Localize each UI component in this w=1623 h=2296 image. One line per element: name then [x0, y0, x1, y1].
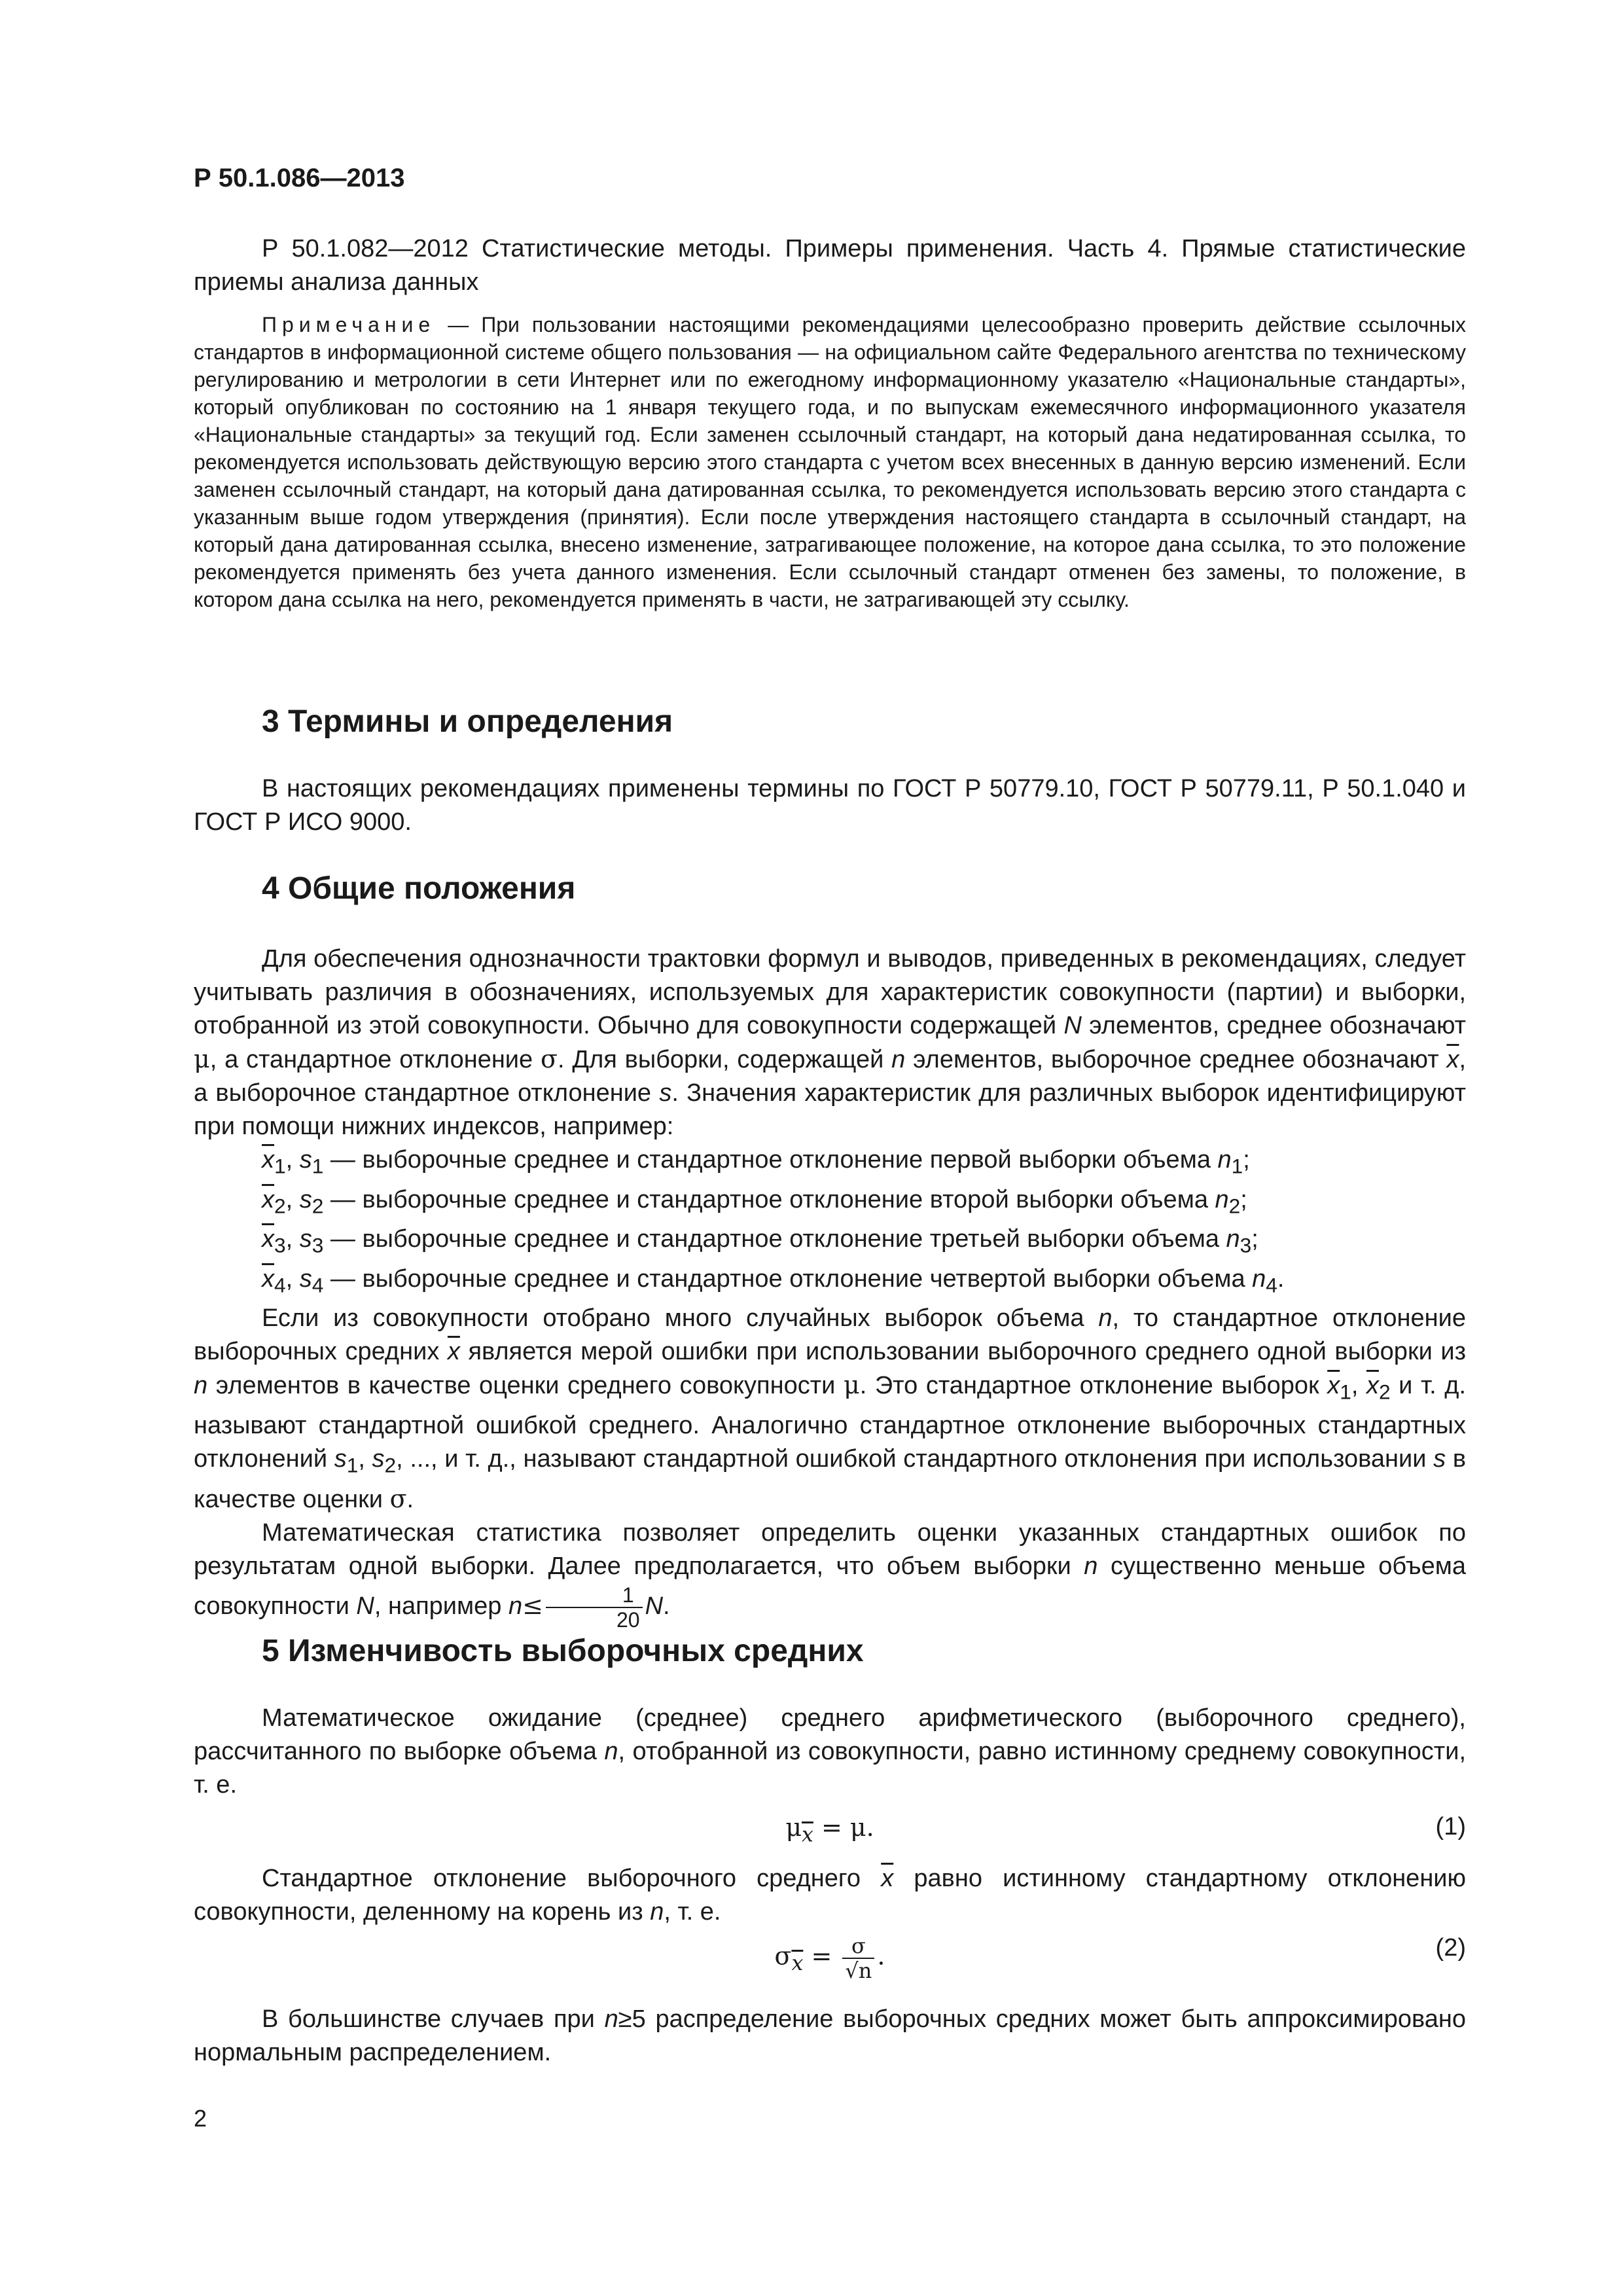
list-item: $\overline{x}_2$, $s_2$ — выборочные среднее и стандартное отклонение второй выборки объема $n_2$; — [262, 1185, 1247, 1218]
formula-1-number: (1) — [1435, 1813, 1466, 1840]
section-4-body — [194, 942, 1466, 1632]
note-block — [194, 311, 1466, 613]
section-3-title: 3 Термины и определения — [262, 704, 673, 739]
formula-1-expression: $\mu_{\overline{x}} = \mu$. — [785, 1813, 874, 1847]
section-5-body — [194, 1702, 1466, 1802]
section-4-paragraph-1: Для обеспечения однозначности трактовки формул и выводов, приведенных в рекомендациях, следует учитывать различия в обозначениях, используемых для характеристик совокупности (партии) и выборки, отобранной из этой совокупности. Обычно для совокупности содержащей N элементов, среднее обозначают μ, а стандартное отклонение σ. Для выборки, содержащей n элементов, выборочное среднее обозначают $\overline{x}$, а выборочное стандартное отклонение s. Значения характеристик для различных выборок идентифицируют при помощи нижних индексов, например: — [194, 945, 1467, 1140]
list-item: $\overline{x}_3$, $s_3$ — выборочные среднее и стандартное отклонение третьей выборки объема $n_3$; — [262, 1225, 1258, 1257]
note-label: Примечание — [262, 313, 436, 336]
section-5-paragraph-1: Математическое ожидание (среднее) среднего арифметического (выборочного среднего), рассчитанного по выборке объема n, отобранной из совокупности, равно истинному среднему совокупности, т. е. — [194, 1704, 1466, 1799]
sample-notation-list — [194, 1143, 1466, 1302]
section-3-body — [194, 772, 1466, 839]
note-paragraph — [194, 311, 1466, 613]
section-4-title: 4 Общие положения — [262, 871, 576, 906]
list-item: $\overline{x}_4$, $s_4$ — выборочные среднее и стандартное отклонение четвертой выборки объема $n_4$. — [262, 1265, 1285, 1297]
sigma-over-root-n: $\frac{\sigma}{√n}$ — [842, 1934, 874, 1982]
section-5-body-2 — [194, 1862, 1466, 1929]
document-code: Р 50.1.086—2013 — [194, 164, 405, 192]
section-5-title: 5 Изменчивость выборочных средних — [262, 1634, 864, 1668]
section-3-paragraph: В настоящих рекомендациях применены термины по ГОСТ Р 50779.10, ГОСТ Р 50779.11, Р 50.1.040 и ГОСТ Р ИСО 9000. — [194, 775, 1466, 836]
section-5-paragraph-3: В большинстве случаев при n≥5 распределение выборочных средних может быть аппроксимировано нормальным распределением. — [194, 2005, 1467, 2066]
formula-2-number: (2) — [1435, 1934, 1466, 1962]
list-item: $\overline{x}_1$, $s_1$ — выборочные среднее и стандартное отклонение первой выборки объема $n_1$; — [262, 1146, 1250, 1178]
note-text: — При пользовании настоящими рекомендациями целесообразно проверить действие ссылочных стандартов в информационной системе общего пользования — на официальном сайте Федерального агентства по техническому регулированию и метрологии в сети Интернет или по ежегодному информационному указателю «Национальные стандарты», который опубликован по состоянию на 1 января текущего года, и по выпускам ежемесячного информационного указателя «Национальные стандарты» за текущий год. Если заменен ссылочный стандарт, на который дана недатированная ссылка, то рекомендуется использовать действующую версию этого стандарта с учетом всех внесенных в данную версию изменений. Если заменен ссылочный стандарт, на который дана датированная ссылка, то рекомендуется использовать версию этого стандарта с указанным выше годом утверждения (принятия). Если после утверждения настоящего стандарта в ссылочный стандарт, на который дана датированная ссылка, внесено изменение, затрагивающее положение, на которое дана ссылка, то это положение рекомендуется применять без учета данного изменения. Если ссылочный стандарт отменен без замены, то положение, в котором дана ссылка на него, рекомендуется применять в части, не затрагивающей эту ссылку. — [194, 313, 1467, 611]
fraction-one-twentieth: $\frac{1}{20}$ — [546, 1583, 643, 1632]
page-number: 2 — [194, 2105, 207, 2132]
reference-p50-1-082: Р 50.1.082—2012 Статистические методы. Примеры применения. Часть 4. Прямые статистические приемы анализа данных — [194, 235, 1466, 296]
reference-entry — [194, 232, 1466, 299]
section-5-paragraph-2: Стандартное отклонение выборочного среднего $\overline{x}$ равно истинному стандартному отклонению совокупности, деленному на корень из n, т. е. — [194, 1865, 1467, 1926]
section-4-paragraph-3: Математическая статистика позволяет определить оценки указанных стандартных ошибок по результатам одной выборки. Далее предполагается, что объем выборки n существенно меньше объема совокупности N, например n≤ $\frac{1}{20}$ N. — [194, 1518, 1467, 1632]
section-4-paragraph-2: Если из совокупности отобрано много случайных выборок объема n, то стандартное отклонение выборочных средних $\overline{x}$ является мерой ошибки при использовании выборочного среднего одной выборки из n элементов в качестве оценки среднего совокупности μ. Это стандартное отклонение выборок $\overline{x}_1$, $\overline{x}_2$ и т. д. называют стандартной ошибкой среднего. Аналогично стандартное отклонение выборочных стандартных отклонений $s_1$, $s_2$, ..., и т. д., называют стандартной ошибкой стандартного отклонения при использовании s в качестве оценки σ. — [194, 1304, 1467, 1513]
section-5-body-3 — [194, 2003, 1466, 2070]
formula-2-expression: $\sigma_{\overline{x}}$ = $\frac{\sigma}{√n}$ . — [774, 1933, 885, 1983]
